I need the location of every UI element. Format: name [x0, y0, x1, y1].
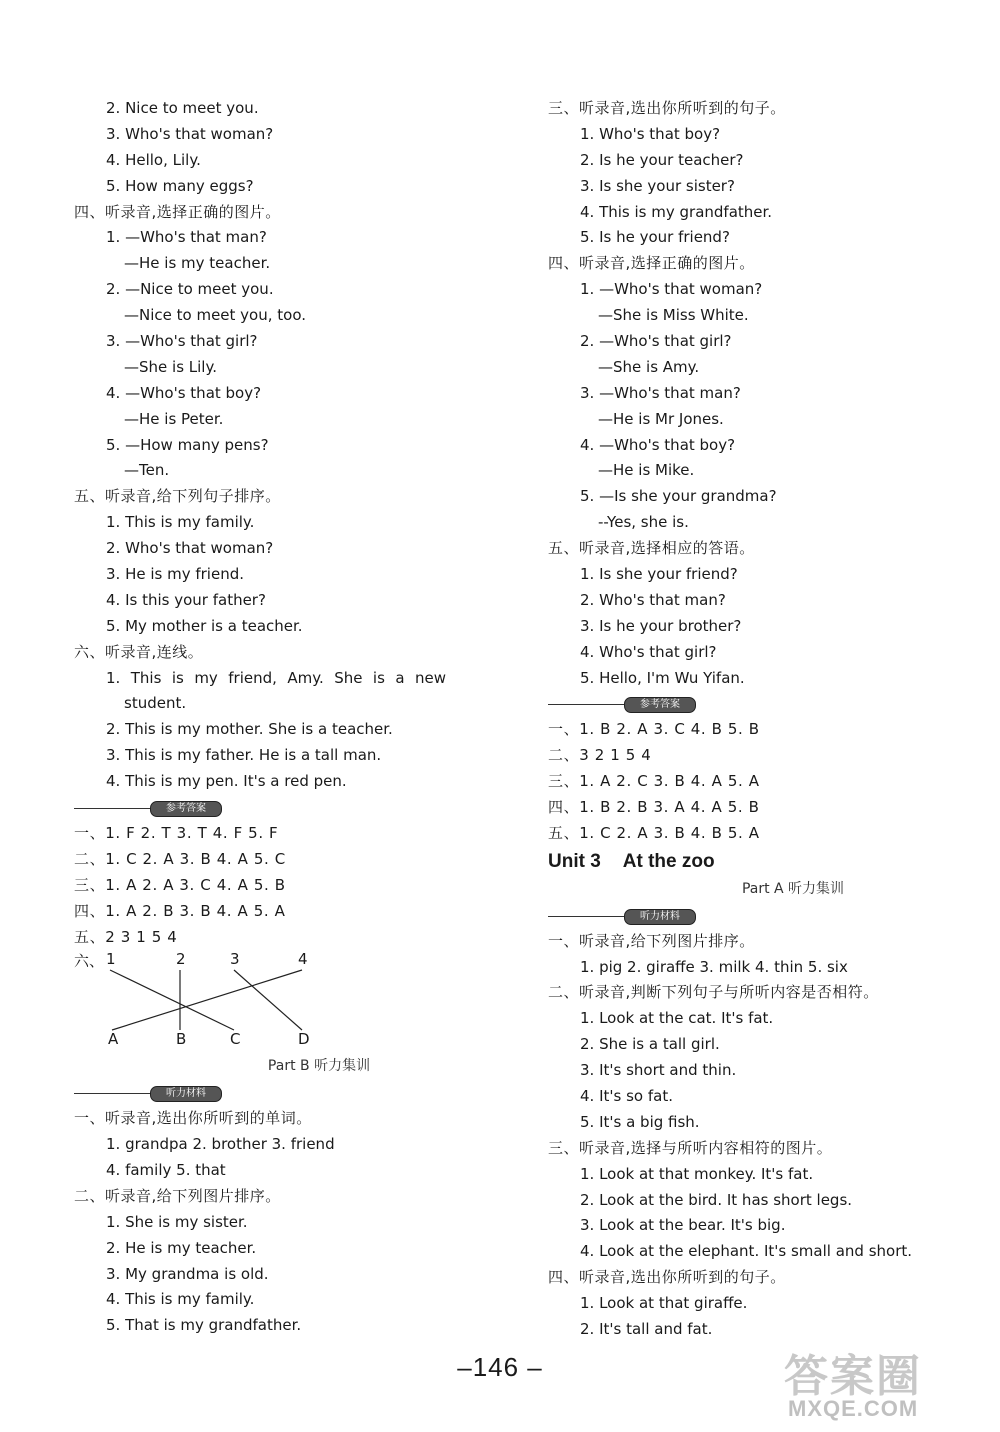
list-item: 3. Is she your sister?	[580, 176, 735, 195]
list-item: 3. He is my friend.	[106, 565, 245, 584]
answer-row: 一、1. B 2. A 3. C 4. B 5. B	[548, 720, 760, 739]
matching-line	[234, 970, 302, 1030]
section-heading: 三、听录音,选择与所听内容相符的图片。	[548, 1138, 833, 1157]
matching-prefix: 六、	[74, 952, 105, 971]
answer-row: 四、1. B 2. B 3. A 4. A 5. B	[548, 798, 760, 817]
list-item: 5. My mother is a teacher.	[106, 616, 303, 635]
list-item: 3. It's short and thin.	[580, 1061, 737, 1080]
dialogue-reply: —She is Amy.	[598, 357, 700, 376]
section-badge: 听力材料	[624, 909, 696, 925]
matching-bottom-label: B	[176, 1030, 187, 1049]
dialogue-reply: student.	[124, 694, 187, 713]
matching-top-label: 2	[176, 950, 186, 969]
list-item: 1. —Who's that man?	[106, 228, 267, 247]
list-item: 5. How many eggs?	[106, 176, 254, 195]
unit-title: At the zoo	[622, 850, 715, 872]
list-item: 4. —Who's that boy?	[106, 383, 262, 402]
watermark-url: MXQE.COM	[788, 1396, 919, 1421]
watermark-logo	[784, 1340, 992, 1426]
answer-row: 三、1. A 2. A 3. C 4. A 5. B	[74, 875, 286, 894]
matching-top-label: 1	[106, 950, 116, 969]
unit-heading	[548, 847, 998, 877]
list-item: 3. My grandma is old.	[106, 1264, 269, 1283]
list-item: 1. Is she your friend?	[580, 565, 738, 584]
list-item: 1. She is my sister.	[106, 1212, 248, 1231]
list-item: 1. Who's that boy?	[580, 124, 721, 143]
matching-bottom-label: C	[230, 1030, 241, 1049]
list-item: 4. This is my grandfather.	[580, 202, 773, 221]
list-item: 4. Look at the elephant. It's small and short.	[580, 1242, 913, 1261]
answer-row: 二、3 2 1 5 4	[548, 746, 652, 765]
list-item: 5. Is he your friend?	[580, 228, 730, 247]
list-item: 5. Hello, I'm Wu Yifan.	[580, 668, 745, 687]
dialogue-reply: —He is Peter.	[124, 409, 224, 428]
section-heading: 四、听录音,选择正确的图片。	[548, 254, 755, 273]
list-item: 4. Who's that girl?	[580, 642, 717, 661]
part-heading: Part B 听力集训	[267, 1058, 371, 1075]
list-item: 2. Look at the bird. It has short legs.	[580, 1190, 853, 1209]
dialogue-reply: —Nice to meet you, too.	[124, 306, 307, 325]
list-item: 1. This is my friend, Amy. She is a new	[106, 668, 446, 687]
section-divider	[548, 903, 998, 929]
list-item: 3. —Who's that girl?	[106, 332, 258, 351]
matching-bottom-label: A	[108, 1030, 119, 1049]
list-item: 2. It's tall and fat.	[580, 1319, 713, 1338]
list-item: 1. This is my family.	[106, 513, 255, 532]
section-heading: 四、听录音,选出你所听到的句子。	[548, 1268, 786, 1287]
part-heading: Part A 听力集训	[741, 880, 845, 897]
dialogue-reply: —She is Lily.	[124, 357, 217, 376]
dialogue-reply: —He is my teacher.	[124, 254, 271, 273]
list-item: 3. This is my father. He is a tall man.	[106, 746, 382, 765]
section-heading: 一、听录音,选出你所听到的单词。	[74, 1109, 312, 1128]
list-item: 4. This is my family.	[106, 1290, 255, 1309]
answer-row: 五、2 3 1 5 4	[74, 927, 178, 946]
list-item: 2. Who's that woman?	[106, 539, 274, 558]
section-heading: 五、听录音,给下列句子排序。	[74, 487, 281, 506]
list-item: 3. Is he your brother?	[580, 616, 742, 635]
unit-label: Unit 3	[548, 850, 601, 872]
list-item: 4. Hello, Lily.	[106, 150, 201, 169]
section-heading: 二、听录音,给下列图片排序。	[74, 1186, 281, 1205]
list-item: 2. She is a tall girl.	[580, 1035, 720, 1054]
right-column	[548, 96, 998, 1343]
list-item: 1. grandpa 2. brother 3. friend	[106, 1135, 335, 1154]
answer-row: 二、1. C 2. A 3. B 4. A 5. C	[74, 849, 286, 868]
list-item: 3. Who's that woman?	[106, 124, 274, 143]
answer-row: 五、1. C 2. A 3. B 4. B 5. A	[548, 823, 760, 842]
list-item: 2. —Nice to meet you.	[106, 280, 274, 299]
answer-row: 一、1. F 2. T 3. T 4. F 5. F	[74, 823, 279, 842]
list-item: 4. It's so fat.	[580, 1086, 673, 1105]
list-item: 5. It's a big fish.	[580, 1112, 700, 1131]
list-item: 1. pig 2. giraffe 3. milk 4. thin 5. six	[580, 957, 848, 976]
matching-line	[112, 970, 302, 1030]
list-item: 2. Is he your teacher?	[580, 150, 744, 169]
section-heading: 六、听录音,连线。	[74, 642, 204, 661]
page-number: –146 –	[457, 1352, 543, 1382]
left-column	[74, 96, 524, 1339]
list-item: 5. —Is she your grandma?	[580, 487, 777, 506]
list-item: 4. —Who's that boy?	[580, 435, 736, 454]
section-divider	[74, 1080, 524, 1106]
dialogue-reply: —Ten.	[124, 461, 170, 480]
list-item: 2. Who's that man?	[580, 590, 726, 609]
matching-bottom-label: D	[298, 1030, 310, 1049]
list-item: 4. Is this your father?	[106, 590, 266, 609]
section-heading: 五、听录音,选择相应的答语。	[548, 539, 755, 558]
list-item: 2. Nice to meet you.	[106, 99, 259, 117]
answer-row: 三、1. A 2. C 3. B 4. A 5. A	[548, 772, 760, 791]
list-item: 3. Look at the bear. It's big.	[580, 1216, 786, 1235]
matching-top-label: 3	[230, 950, 240, 969]
matching-top-label: 4	[298, 950, 308, 969]
list-item: 2. He is my teacher.	[106, 1238, 257, 1257]
dialogue-reply: --Yes, she is.	[598, 513, 689, 532]
section-heading: 三、听录音,选出你所听到的句子。	[548, 99, 786, 117]
section-badge: 听力材料	[150, 1086, 222, 1102]
list-item: 1. Look at that monkey. It's fat.	[580, 1164, 814, 1183]
list-item: 5. —How many pens?	[106, 435, 269, 454]
dialogue-reply: —She is Miss White.	[598, 306, 749, 325]
list-item: 3. —Who's that man?	[580, 383, 741, 402]
matching-line	[110, 970, 234, 1030]
section-heading: 二、听录音,判断下列句子与所听内容是否相符。	[548, 983, 879, 1002]
list-item: 1. Look at the cat. It's fat.	[580, 1009, 774, 1028]
answer-row: 四、1. A 2. B 3. B 4. A 5. A	[74, 901, 286, 920]
list-item: 5. That is my grandfather.	[106, 1316, 302, 1335]
section-heading: 一、听录音,给下列图片排序。	[548, 931, 755, 950]
list-item: 1. —Who's that woman?	[580, 280, 763, 299]
section-divider	[74, 795, 524, 821]
section-badge: 参考答案	[150, 801, 222, 817]
list-item: 4. This is my pen. It's a red pen.	[106, 772, 347, 791]
list-item: 1. Look at that giraffe.	[580, 1294, 748, 1313]
list-item: 2. This is my mother. She is a teacher.	[106, 720, 393, 739]
matching-diagram	[74, 950, 524, 1054]
dialogue-reply: —He is Mr Jones.	[598, 409, 724, 428]
section-badge: 参考答案	[624, 697, 696, 713]
section-heading: 四、听录音,选择正确的图片。	[74, 202, 281, 221]
list-item: 4. family 5. that	[106, 1160, 226, 1179]
section-divider	[548, 691, 998, 717]
list-item: 2. —Who's that girl?	[580, 332, 732, 351]
watermark-logo-text: 答案圈	[784, 1351, 922, 1402]
dialogue-reply: —He is Mike.	[598, 461, 695, 480]
